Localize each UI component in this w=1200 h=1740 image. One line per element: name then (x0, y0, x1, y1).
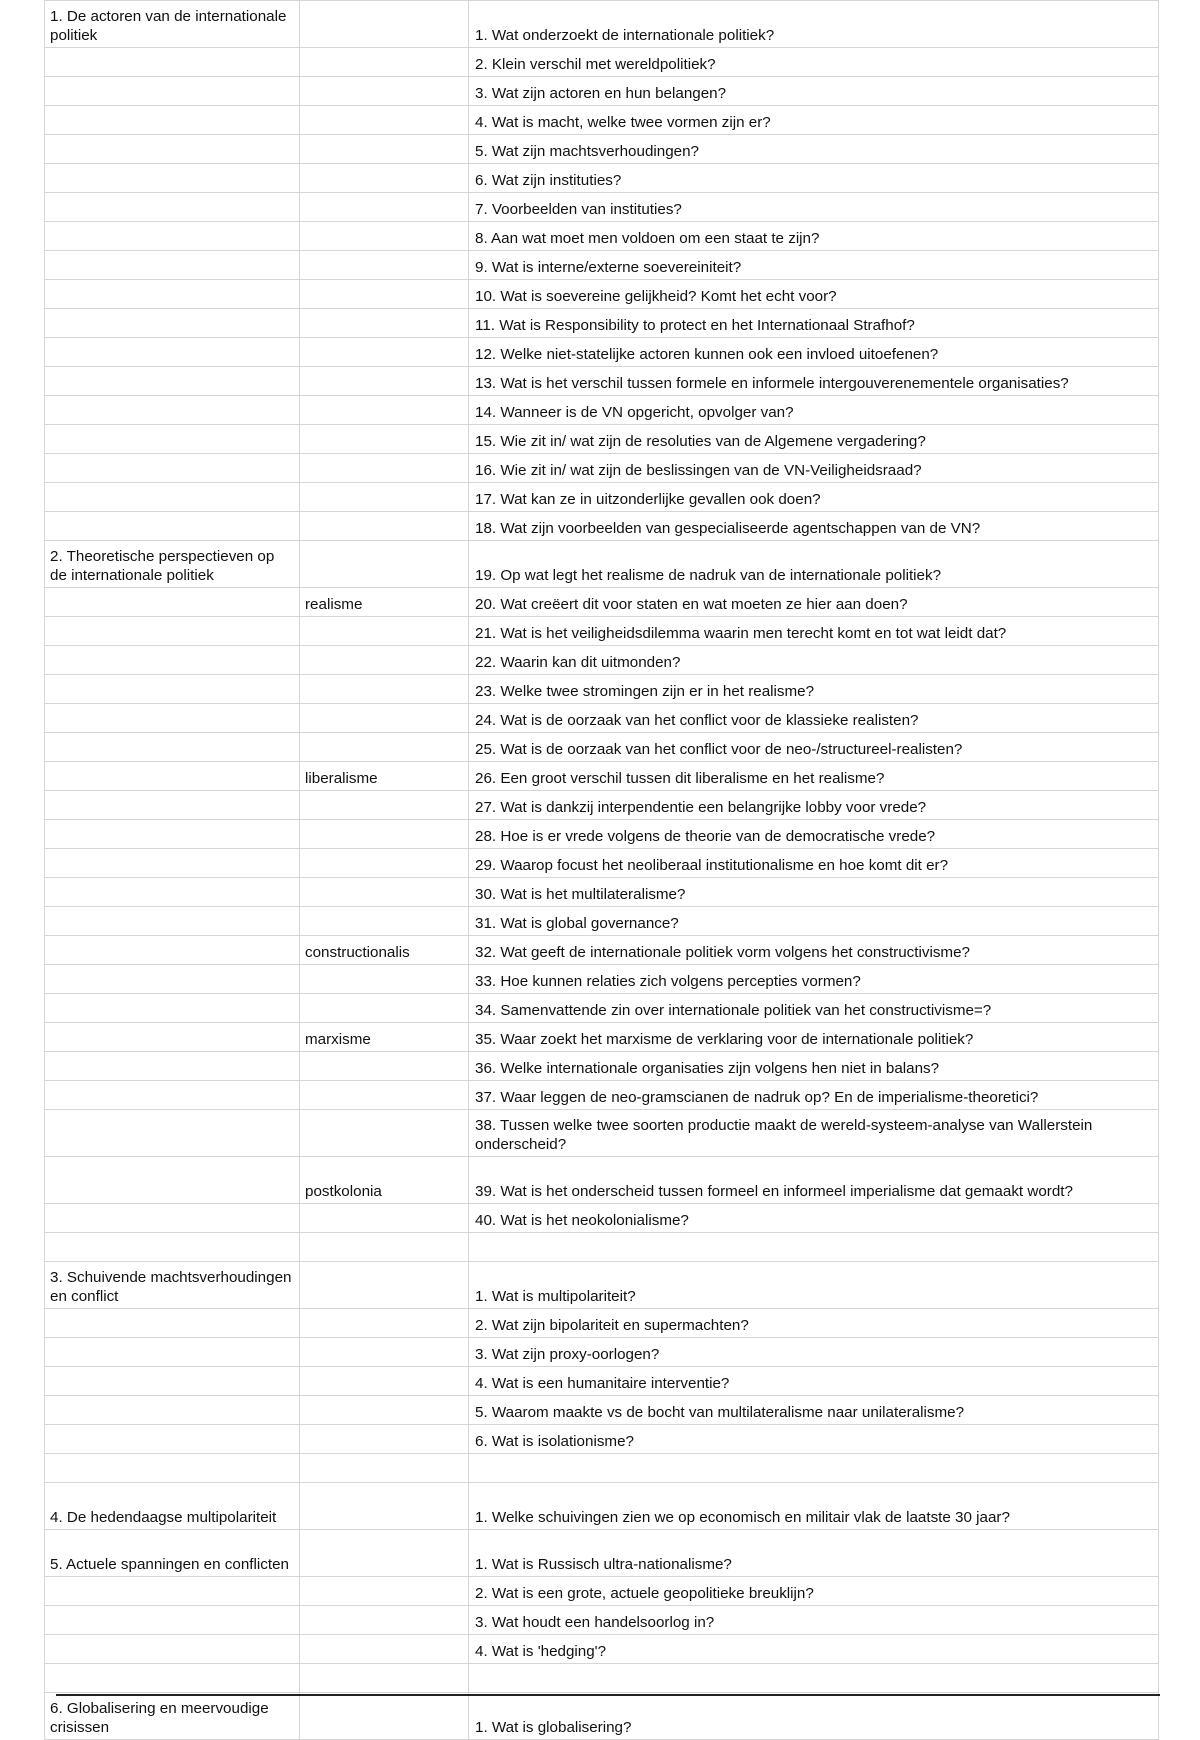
subtopic-cell[interactable] (300, 1425, 469, 1454)
section-cell[interactable] (45, 646, 300, 675)
question-cell[interactable]: 1. Wat is globalisering? (469, 1693, 1159, 1740)
question-cell[interactable]: 1. Wat is multipolariteit? (469, 1262, 1159, 1309)
subtopic-cell[interactable] (300, 309, 469, 338)
subtopic-cell[interactable] (300, 820, 469, 849)
question-cell[interactable]: 28. Hoe is er vrede volgens de theorie van de democratische vrede? (469, 820, 1159, 849)
table-row (45, 280, 1159, 309)
subtopic-cell[interactable] (300, 704, 469, 733)
section-cell[interactable] (45, 1425, 300, 1454)
question-cell[interactable] (469, 1233, 1159, 1262)
table-row (45, 1023, 1159, 1052)
table-row (45, 1157, 1159, 1204)
subtopic-cell[interactable] (300, 1664, 469, 1693)
subtopic-cell[interactable] (300, 541, 469, 588)
table-row (45, 820, 1159, 849)
section-cell[interactable] (45, 77, 300, 106)
question-cell[interactable]: 25. Wat is de oorzaak van het conflict voor de neo-/structureel-realisten? (469, 733, 1159, 762)
table-row (45, 396, 1159, 425)
table-row (45, 994, 1159, 1023)
question-cell[interactable]: 4. Wat is macht, welke twee vormen zijn er? (469, 106, 1159, 135)
subtopic-cell[interactable] (300, 280, 469, 309)
bottom-rule (56, 1694, 1160, 1696)
subtopic-cell[interactable] (300, 193, 469, 222)
table-row (45, 936, 1159, 965)
table-row (45, 762, 1159, 791)
subtopic-cell[interactable] (300, 1110, 469, 1157)
subtopic-cell[interactable] (300, 338, 469, 367)
table-row (45, 1367, 1159, 1396)
subtopic-cell[interactable] (300, 251, 469, 280)
table-row (45, 454, 1159, 483)
section-cell[interactable] (45, 849, 300, 878)
question-cell[interactable]: 9. Wat is interne/externe soevereiniteit? (469, 251, 1159, 280)
subtopic-cell[interactable]: postkolonia (300, 1157, 469, 1204)
table-row (45, 251, 1159, 280)
subtopic-cell[interactable] (300, 965, 469, 994)
table-row (45, 878, 1159, 907)
subtopic-cell[interactable] (300, 1577, 469, 1606)
section-cell[interactable]: 1. De actoren van de internationale politiek (45, 1, 300, 48)
subtopic-cell[interactable] (300, 675, 469, 704)
subtopic-cell[interactable] (300, 367, 469, 396)
table-row (45, 1577, 1159, 1606)
question-cell[interactable]: 40. Wat is het neokolonialisme? (469, 1204, 1159, 1233)
question-cell[interactable]: 21. Wat is het veiligheidsdilemma waarin men terecht komt en tot wat leidt dat? (469, 617, 1159, 646)
table-row (45, 1396, 1159, 1425)
section-cell[interactable] (45, 733, 300, 762)
section-cell[interactable] (45, 936, 300, 965)
subtopic-cell[interactable] (300, 849, 469, 878)
section-cell[interactable] (45, 1577, 300, 1606)
section-cell[interactable] (45, 762, 300, 791)
question-cell[interactable]: 33. Hoe kunnen relaties zich volgens percepties vormen? (469, 965, 1159, 994)
question-cell[interactable]: 22. Waarin kan dit uitmonden? (469, 646, 1159, 675)
section-cell[interactable] (45, 309, 300, 338)
table-row (45, 588, 1159, 617)
question-cell[interactable]: 11. Wat is Responsibility to protect en het Internationaal Strafhof? (469, 309, 1159, 338)
question-cell[interactable]: 5. Wat zijn machtsverhoudingen? (469, 135, 1159, 164)
subtopic-cell[interactable] (300, 77, 469, 106)
table-row (45, 1635, 1159, 1664)
question-cell[interactable]: 19. Op wat legt het realisme de nadruk van de internationale politiek? (469, 541, 1159, 588)
table-row (45, 704, 1159, 733)
table-row (45, 1110, 1159, 1157)
section-cell[interactable] (45, 425, 300, 454)
question-cell[interactable]: 3. Wat houdt een handelsoorlog in? (469, 1606, 1159, 1635)
section-cell[interactable] (45, 135, 300, 164)
subtopic-cell[interactable] (300, 1233, 469, 1262)
section-cell[interactable] (45, 367, 300, 396)
question-cell[interactable]: 30. Wat is het multilateralisme? (469, 878, 1159, 907)
question-cell[interactable]: 1. Wat onderzoekt de internationale politiek? (469, 1, 1159, 48)
question-cell[interactable]: 1. Welke schuivingen zien we op economisch en militair vlak de laatste 30 jaar? (469, 1483, 1159, 1530)
section-cell[interactable] (45, 878, 300, 907)
section-cell[interactable] (45, 222, 300, 251)
section-cell[interactable] (45, 1309, 300, 1338)
question-cell[interactable]: 36. Welke internationale organisaties zijn volgens hen niet in balans? (469, 1052, 1159, 1081)
table-row (45, 193, 1159, 222)
section-cell[interactable] (45, 617, 300, 646)
table-row (45, 309, 1159, 338)
subtopic-cell[interactable] (300, 791, 469, 820)
section-cell[interactable] (45, 588, 300, 617)
question-cell[interactable]: 6. Wat is isolationisme? (469, 1425, 1159, 1454)
subtopic-cell[interactable] (300, 733, 469, 762)
question-cell[interactable]: 2. Wat is een grote, actuele geopolitieke breuklijn? (469, 1577, 1159, 1606)
table-row (45, 164, 1159, 193)
question-cell[interactable]: 10. Wat is soevereine gelijkheid? Komt het echt voor? (469, 280, 1159, 309)
table-row (45, 1, 1159, 48)
question-cell[interactable]: 32. Wat geeft de internationale politiek vorm volgens het constructivisme? (469, 936, 1159, 965)
subtopic-cell[interactable] (300, 483, 469, 512)
section-cell[interactable] (45, 965, 300, 994)
subtopic-cell[interactable] (300, 1338, 469, 1367)
question-cell[interactable] (469, 1454, 1159, 1483)
subtopic-cell[interactable] (300, 1483, 469, 1530)
question-cell[interactable]: 35. Waar zoekt het marxisme de verklaring voor de internationale politiek? (469, 1023, 1159, 1052)
section-cell[interactable]: 6. Globalisering en meervoudige crisissen (45, 1693, 300, 1740)
question-cell[interactable]: 37. Waar leggen de neo-gramscianen de nadruk op? En de imperialisme-theoretici? (469, 1081, 1159, 1110)
table-row (45, 367, 1159, 396)
section-cell[interactable] (45, 48, 300, 77)
subtopic-cell[interactable] (300, 396, 469, 425)
section-cell[interactable] (45, 106, 300, 135)
section-cell[interactable] (45, 512, 300, 541)
table-row (45, 1338, 1159, 1367)
section-cell[interactable] (45, 454, 300, 483)
subtopic-cell[interactable] (300, 425, 469, 454)
question-cell[interactable]: 6. Wat zijn instituties? (469, 164, 1159, 193)
question-cell[interactable]: 34. Samenvattende zin over internationale politiek van het constructivisme=? (469, 994, 1159, 1023)
section-cell[interactable] (45, 1635, 300, 1664)
table-row (45, 106, 1159, 135)
question-cell[interactable]: 14. Wanneer is de VN opgericht, opvolger van? (469, 396, 1159, 425)
table-row (45, 77, 1159, 106)
table-row (45, 1530, 1159, 1577)
table-row (45, 907, 1159, 936)
subtopic-cell[interactable] (300, 1204, 469, 1233)
question-cell[interactable]: 31. Wat is global governance? (469, 907, 1159, 936)
section-cell[interactable] (45, 704, 300, 733)
section-cell[interactable] (45, 1606, 300, 1635)
question-cell[interactable]: 13. Wat is het verschil tussen formele en informele intergouverenementele organisaties? (469, 367, 1159, 396)
section-cell[interactable] (45, 280, 300, 309)
section-cell[interactable]: 4. De hedendaagse multipolariteit (45, 1483, 300, 1530)
table-row (45, 338, 1159, 367)
question-cell[interactable]: 3. Wat zijn actoren en hun belangen? (469, 77, 1159, 106)
table-row (45, 733, 1159, 762)
table-row (45, 675, 1159, 704)
subtopic-cell[interactable] (300, 135, 469, 164)
subtopic-cell[interactable] (300, 617, 469, 646)
question-cell[interactable]: 39. Wat is het onderscheid tussen formeel en informeel imperialisme dat gemaakt wordt? (469, 1157, 1159, 1204)
subtopic-cell[interactable]: liberalisme (300, 762, 469, 791)
section-cell[interactable] (45, 338, 300, 367)
subtopic-cell[interactable] (300, 1530, 469, 1577)
table-row (45, 1233, 1159, 1262)
question-cell[interactable]: 18. Wat zijn voorbeelden van gespecialiseerde agentschappen van de VN? (469, 512, 1159, 541)
subtopic-cell[interactable] (300, 907, 469, 936)
question-cell[interactable] (469, 1664, 1159, 1693)
table-row (45, 1204, 1159, 1233)
spreadsheet (44, 0, 1158, 1740)
question-cell[interactable]: 3. Wat zijn proxy-oorlogen? (469, 1338, 1159, 1367)
section-cell[interactable] (45, 1081, 300, 1110)
subtopic-cell[interactable] (300, 1262, 469, 1309)
table-row (45, 222, 1159, 251)
table-row (45, 1052, 1159, 1081)
table-row (45, 1483, 1159, 1530)
table-body (45, 1, 1159, 1740)
subtopic-cell[interactable] (300, 1, 469, 48)
table-row (45, 135, 1159, 164)
section-cell[interactable] (45, 994, 300, 1023)
section-cell[interactable] (45, 1396, 300, 1425)
table-row (45, 48, 1159, 77)
section-cell[interactable]: 2. Theoretische perspectieven op de internationale politiek (45, 541, 300, 588)
section-cell[interactable] (45, 483, 300, 512)
section-cell[interactable] (45, 1110, 300, 1157)
subtopic-cell[interactable] (300, 164, 469, 193)
question-cell[interactable]: 4. Wat is een humanitaire interventie? (469, 1367, 1159, 1396)
section-cell[interactable] (45, 675, 300, 704)
table-row (45, 646, 1159, 675)
subtopic-cell[interactable] (300, 878, 469, 907)
question-cell[interactable]: 26. Een groot verschil tussen dit liberalisme en het realisme? (469, 762, 1159, 791)
section-cell[interactable] (45, 164, 300, 193)
subtopic-cell[interactable] (300, 48, 469, 77)
subtopic-cell[interactable]: marxisme (300, 1023, 469, 1052)
question-cell[interactable]: 1. Wat is Russisch ultra-nationalisme? (469, 1530, 1159, 1577)
table-row (45, 1606, 1159, 1635)
question-cell[interactable]: 12. Welke niet-statelijke actoren kunnen ook een invloed uitoefenen? (469, 338, 1159, 367)
question-cell[interactable]: 16. Wie zit in/ wat zijn de beslissingen van de VN-Veiligheidsraad? (469, 454, 1159, 483)
subtopic-cell[interactable] (300, 994, 469, 1023)
section-cell[interactable] (45, 1664, 300, 1693)
subtopic-cell[interactable]: realisme (300, 588, 469, 617)
table-row (45, 1425, 1159, 1454)
section-cell[interactable] (45, 820, 300, 849)
subtopic-cell[interactable] (300, 1081, 469, 1110)
subtopic-cell[interactable] (300, 1396, 469, 1425)
section-cell[interactable] (45, 1204, 300, 1233)
table-row (45, 791, 1159, 820)
subtopic-cell[interactable] (300, 646, 469, 675)
table-row (45, 512, 1159, 541)
subtopic-cell[interactable] (300, 222, 469, 251)
question-cell[interactable]: 2. Klein verschil met wereldpolitiek? (469, 48, 1159, 77)
table-row (45, 1081, 1159, 1110)
question-cell[interactable]: 15. Wie zit in/ wat zijn de resoluties van de Algemene vergadering? (469, 425, 1159, 454)
section-cell[interactable]: 3. Schuivende machtsverhoudingen en conflict (45, 1262, 300, 1309)
table-row (45, 1309, 1159, 1338)
question-cell[interactable]: 24. Wat is de oorzaak van het conflict voor de klassieke realisten? (469, 704, 1159, 733)
subtopic-cell[interactable] (300, 1052, 469, 1081)
questions-table (44, 0, 1159, 1740)
subtopic-cell[interactable] (300, 1367, 469, 1396)
section-cell[interactable] (45, 1023, 300, 1052)
section-cell[interactable] (45, 907, 300, 936)
subtopic-cell[interactable] (300, 1635, 469, 1664)
subtopic-cell[interactable]: constructionalis (300, 936, 469, 965)
section-cell[interactable] (45, 1454, 300, 1483)
section-cell[interactable]: 5. Actuele spanningen en conflicten (45, 1530, 300, 1577)
section-cell[interactable] (45, 251, 300, 280)
table-row (45, 1454, 1159, 1483)
section-cell[interactable] (45, 1338, 300, 1367)
table-row (45, 965, 1159, 994)
table-row (45, 541, 1159, 588)
question-cell[interactable]: 20. Wat creëert dit voor staten en wat moeten ze hier aan doen? (469, 588, 1159, 617)
question-cell[interactable]: 4. Wat is 'hedging'? (469, 1635, 1159, 1664)
question-cell[interactable]: 23. Welke twee stromingen zijn er in het realisme? (469, 675, 1159, 704)
question-cell[interactable]: 8. Aan wat moet men voldoen om een staat te zijn? (469, 222, 1159, 251)
subtopic-cell[interactable] (300, 1309, 469, 1338)
question-cell[interactable]: 27. Wat is dankzij interpendentie een belangrijke lobby voor vrede? (469, 791, 1159, 820)
section-cell[interactable] (45, 193, 300, 222)
question-cell[interactable]: 38. Tussen welke twee soorten productie maakt de wereld-systeem-analyse van Wallerstein onderscheid? (469, 1110, 1159, 1157)
subtopic-cell[interactable] (300, 512, 469, 541)
question-cell[interactable]: 2. Wat zijn bipolariteit en supermachten? (469, 1309, 1159, 1338)
subtopic-cell[interactable] (300, 106, 469, 135)
table-row (45, 617, 1159, 646)
question-cell[interactable]: 7. Voorbeelden van instituties? (469, 193, 1159, 222)
question-cell[interactable]: 5. Waarom maakte vs de bocht van multilateralisme naar unilateralisme? (469, 1396, 1159, 1425)
question-cell[interactable]: 17. Wat kan ze in uitzonderlijke gevallen ook doen? (469, 483, 1159, 512)
table-row (45, 849, 1159, 878)
subtopic-cell[interactable] (300, 454, 469, 483)
table-row (45, 1262, 1159, 1309)
question-cell[interactable]: 29. Waarop focust het neoliberaal institutionalisme en hoe komt dit er? (469, 849, 1159, 878)
subtopic-cell[interactable] (300, 1606, 469, 1635)
table-row (45, 483, 1159, 512)
section-cell[interactable] (45, 1367, 300, 1396)
subtopic-cell[interactable] (300, 1454, 469, 1483)
table-row (45, 1664, 1159, 1693)
table-row (45, 425, 1159, 454)
section-cell[interactable] (45, 1052, 300, 1081)
section-cell[interactable] (45, 1233, 300, 1262)
section-cell[interactable] (45, 1157, 300, 1204)
section-cell[interactable] (45, 396, 300, 425)
section-cell[interactable] (45, 791, 300, 820)
